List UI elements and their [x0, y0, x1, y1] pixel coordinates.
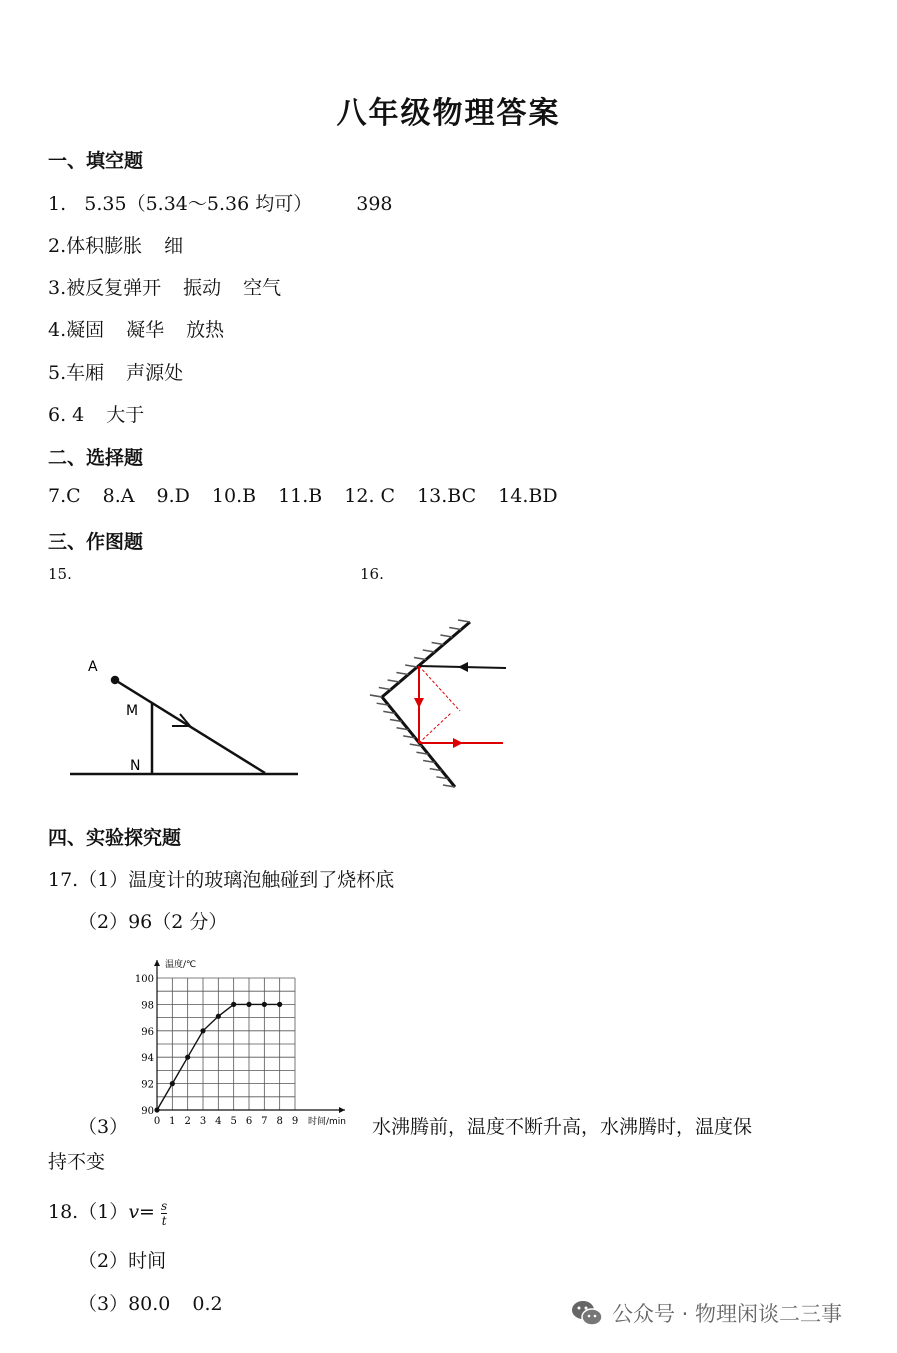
x-tick-label: 0 [153, 1116, 161, 1127]
section-choice: 二、选择题 [48, 447, 144, 469]
y-tick-label: 100 [134, 974, 154, 985]
data-point [200, 1028, 205, 1033]
x-tick-label: 3 [199, 1116, 207, 1127]
x-tick-label: 7 [261, 1116, 268, 1127]
x-tick-label: 9 [291, 1116, 299, 1127]
footer-watermark [570, 1298, 842, 1328]
q15-label: 15. [48, 565, 72, 583]
y-tick-label: 92 [141, 1079, 154, 1091]
data-point [185, 1055, 190, 1060]
q18-part3: （3）80.0 0.2 [78, 1293, 223, 1315]
section-fill: 一、填空题 [48, 150, 144, 172]
data-point [246, 1002, 251, 1007]
x-tick-label: 2 [184, 1116, 191, 1127]
data-point [277, 1002, 282, 1007]
data-point [262, 1002, 267, 1007]
page-title: 八年级物理答案 [336, 96, 561, 131]
x-axis-arrow [339, 1107, 345, 1113]
answer-2: 2.体积膨胀 细 [48, 235, 184, 257]
q17-part1: 17.（1）温度计的玻璃泡触碰到了烧杯底 [48, 869, 395, 891]
data-point [154, 1107, 159, 1112]
q18-part1: 18.（1）v= $\frac{s}{t}$ [48, 1198, 168, 1228]
x-tick-label: 5 [230, 1116, 237, 1127]
x-tick-label: 8 [276, 1116, 283, 1127]
y-tick-label: 90 [141, 1106, 154, 1117]
y-axis-arrow [154, 960, 160, 966]
y-tick-label: 94 [141, 1053, 154, 1065]
q16-label: 16. [360, 565, 384, 583]
choice-answers: 7.C 8.A 9.D 10.B 11.B 12. C 13.BC 14.BD [48, 485, 558, 507]
x-tick-label: 6 [245, 1116, 253, 1127]
q17-part2: （2）96（2 分） [78, 911, 228, 933]
label-n: N [130, 758, 141, 774]
data-point [216, 1014, 221, 1019]
data-point [231, 1002, 236, 1007]
q17-part3-text: 水沸腾前，温度不断升高，水沸腾时，温度保 [372, 1116, 753, 1138]
section-experiment: 四、实验探究题 [48, 827, 182, 849]
label-a: A [88, 659, 98, 675]
label-m: M [126, 703, 139, 719]
answer-4: 4.凝固 凝华 放热 [48, 319, 225, 341]
answer-6: 6. 4 大于 [48, 404, 145, 426]
wechat-icon [570, 1299, 604, 1327]
y-tick-label: 96 [141, 1026, 154, 1038]
answer-1: 1. 5.35（5.34～5.36 均可） 398 [48, 193, 393, 215]
section-drawing: 三、作图题 [48, 531, 144, 553]
q17-part3-text-cont: 持不变 [48, 1151, 106, 1173]
answer-3: 3.被反复弹开 振动 空气 [48, 277, 282, 299]
y-tick-label: 98 [141, 1000, 154, 1012]
q18-part2: （2）时间 [78, 1250, 167, 1272]
data-point [170, 1081, 175, 1086]
x-tick-label: 1 [169, 1116, 176, 1127]
answer-5: 5.车厢 声源处 [48, 362, 184, 384]
y-axis-label: 温度/℃ [165, 960, 197, 970]
x-tick-label: 4 [215, 1116, 222, 1127]
x-axis-label: 时间/min [308, 1117, 347, 1127]
footer-text: 公众号 · 物理闲谈二三事 [612, 1302, 843, 1326]
q17-part3-label: （3） [78, 1116, 129, 1138]
